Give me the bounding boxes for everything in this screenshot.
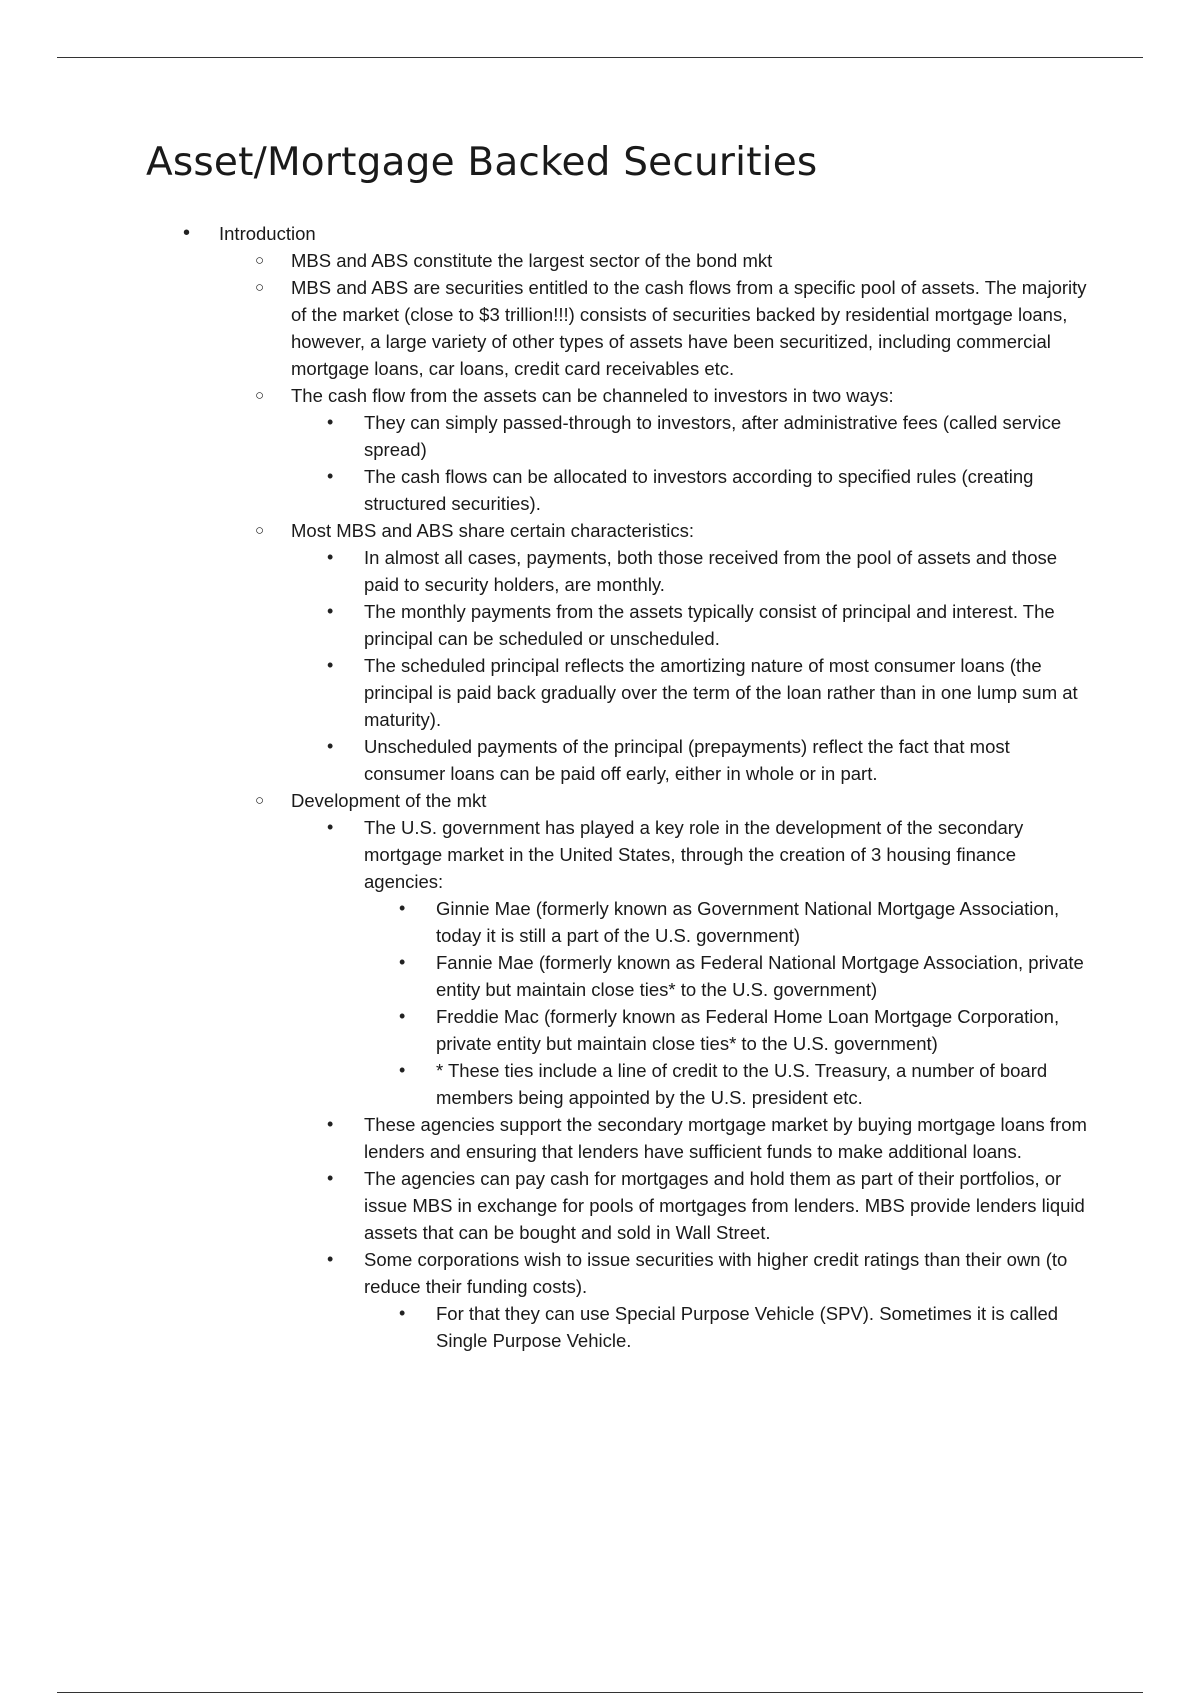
outline-subsubitem xyxy=(327,463,1092,517)
bullet-icon: • xyxy=(327,547,334,567)
bullet-icon: • xyxy=(327,1168,334,1188)
bullet-icon: • xyxy=(327,466,334,486)
outline-item-text: MBS and ABS are securities entitled to the cash flows from a specific pool of assets. The majority of the market (close to $3 trillion!!!) consists of securities backed by residential mortgage loans, however, a large variety of other types of assets have been securitized, including commercial mortgage loans, car loans, credit card receivables etc. xyxy=(291,277,1087,379)
outline-item-text: In almost all cases, payments, both those received from the pool of assets and those paid to security holders, are monthly. xyxy=(364,547,1058,595)
hollow-bullet-icon: ○ xyxy=(255,252,265,269)
outline-item-text: The agencies can pay cash for mortgages and hold them as part of their portfolios, or issue MBS in exchange for pools of mortgages from lenders. MBS provide lenders liquid assets that can be bought and sold in Wall Street. xyxy=(364,1168,1085,1243)
outline-level3-item xyxy=(399,949,1091,1003)
outline-item-text: The cash flows can be allocated to investors according to specified rules (creating structured securities). xyxy=(364,466,1034,514)
bullet-icon: • xyxy=(399,898,406,918)
outline-subsubitem xyxy=(327,1246,1092,1300)
outline-level3-item xyxy=(399,1300,1091,1354)
bullet-icon: • xyxy=(327,736,334,756)
outline-item-text: * These ties include a line of credit to the U.S. Treasury, a number of board members being appointed by the U.S. president etc. xyxy=(436,1060,1048,1108)
outline-item-text: MBS and ABS constitute the largest sector of the bond mkt xyxy=(291,250,773,271)
hollow-bullet-icon: ○ xyxy=(255,522,265,539)
footer-rule xyxy=(57,1692,1143,1693)
bullet-icon: • xyxy=(399,1006,406,1026)
outline-subsubitem xyxy=(327,544,1092,598)
hollow-bullet-icon: ○ xyxy=(255,792,265,809)
document-title: Asset/Mortgage Backed Securities xyxy=(146,140,818,185)
outline-subsubitem xyxy=(327,1165,1092,1246)
outline-item-text: Ginnie Mae (formerly known as Government National Mortgage Association, today it is still a part of the U.S. government) xyxy=(436,898,1060,946)
bullet-icon: • xyxy=(327,817,334,837)
outline-subitem xyxy=(255,517,1091,544)
outline-subitem xyxy=(255,787,1091,814)
bullet-icon: • xyxy=(327,601,334,621)
outline-level3-item xyxy=(399,1003,1091,1057)
bullet-icon: • xyxy=(399,1303,406,1323)
outline-item-text: The cash flow from the assets can be channeled to investors in two ways: xyxy=(291,385,894,406)
outline-subitem xyxy=(255,247,1091,274)
outline-subsubitem xyxy=(327,733,1092,787)
outline-item xyxy=(183,220,1099,247)
outline-subsubitem xyxy=(327,652,1092,733)
outline-level3-item xyxy=(399,1057,1091,1111)
bullet-icon: • xyxy=(327,655,334,675)
outline-item-text: Development of the mkt xyxy=(291,790,487,811)
outline-item-text: The U.S. government has played a key role in the development of the secondary mortgage market in the United States, through the creation of 3 housing finance agencies: xyxy=(364,817,1024,892)
header-rule xyxy=(57,57,1143,58)
bullet-icon: • xyxy=(399,1060,406,1080)
bullet-icon: • xyxy=(183,222,191,244)
outline-subsubitem xyxy=(327,1111,1092,1165)
outline-level3-item xyxy=(399,895,1091,949)
outline-subitem xyxy=(255,274,1091,382)
hollow-bullet-icon: ○ xyxy=(255,279,265,296)
outline-item-text: The monthly payments from the assets typically consist of principal and interest. The principal can be scheduled or unscheduled. xyxy=(364,601,1055,649)
bullet-icon: • xyxy=(327,1114,334,1134)
outline-item-text: The scheduled principal reflects the amortizing nature of most consumer loans (the principal is paid back gradually over the term of the loan rather than in one lump sum at maturity). xyxy=(364,655,1078,730)
outline-item-text: They can simply passed-through to investors, after administrative fees (called service spread) xyxy=(364,412,1062,460)
outline-subsubitem xyxy=(327,814,1092,895)
outline-list xyxy=(0,220,1200,1354)
outline-item-text: Most MBS and ABS share certain characteristics: xyxy=(291,520,695,541)
outline-subsubitem xyxy=(327,598,1092,652)
outline-item-text: For that they can use Special Purpose Vehicle (SPV). Sometimes it is called Single Purpose Vehicle. xyxy=(436,1303,1059,1351)
outline-item-text: Unscheduled payments of the principal (prepayments) reflect the fact that most consumer loans can be paid off early, either in whole or in part. xyxy=(364,736,1010,784)
bullet-icon: • xyxy=(327,412,334,432)
outline-item-text: Freddie Mac (formerly known as Federal Home Loan Mortgage Corporation, private entity but maintain close ties* to the U.S. government) xyxy=(436,1006,1060,1054)
hollow-bullet-icon: ○ xyxy=(255,387,265,404)
outline-subitem xyxy=(255,382,1091,409)
outline-item-text: Introduction xyxy=(219,223,316,244)
bullet-icon: • xyxy=(399,952,406,972)
outline-subsubitem xyxy=(327,409,1092,463)
outline-item-text: These agencies support the secondary mortgage market by buying mortgage loans from lenders and ensuring that lenders have sufficient funds to make additional loans. xyxy=(364,1114,1087,1162)
outline-item-text: Fannie Mae (formerly known as Federal National Mortgage Association, private entity but maintain close ties* to the U.S. government) xyxy=(436,952,1084,1000)
outline-item-text: Some corporations wish to issue securities with higher credit ratings than their own (to reduce their funding costs). xyxy=(364,1249,1068,1297)
bullet-icon: • xyxy=(327,1249,334,1269)
